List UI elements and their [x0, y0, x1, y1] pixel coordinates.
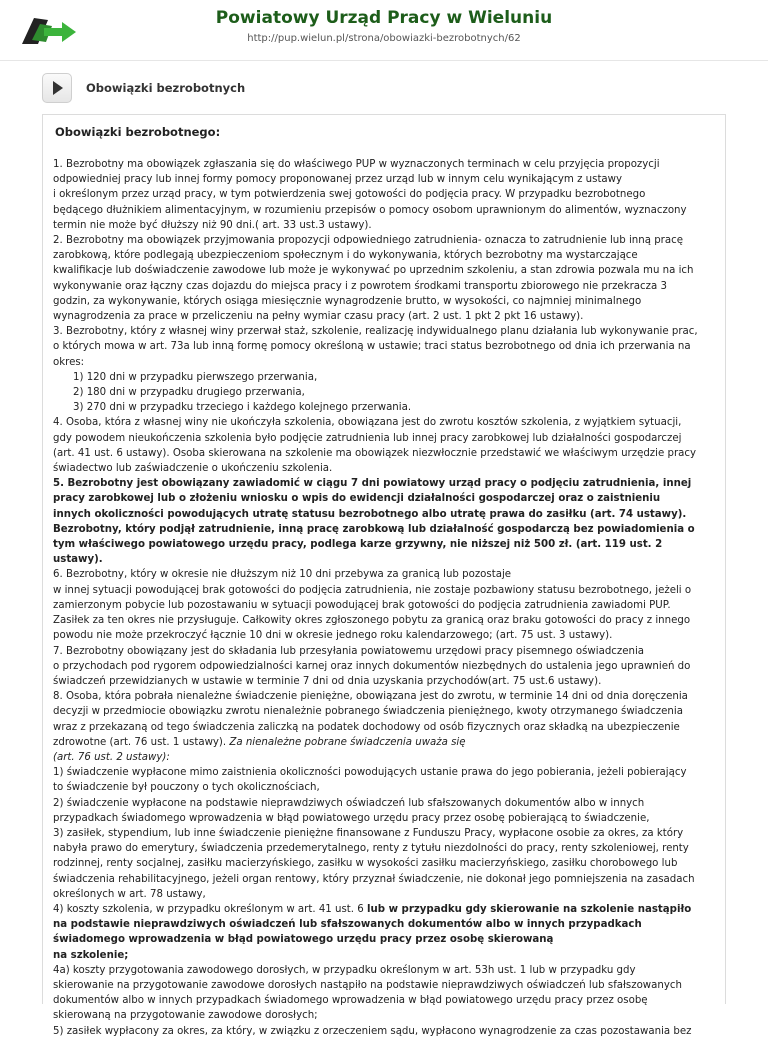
- article-line: godzin, za wykonywanie, których osiąga miesięcznie wynagrodzenie brutto, w wysokości, co najmniej minimalnego: [53, 295, 642, 307]
- article-line: 2. Bezrobotny ma obowiązek przyjmowania propozycji odpowiedniego zatrudnienia- oznacza to zatrudnienie lub inną pracę: [53, 235, 683, 247]
- article-line: pracy zarobkowej lub o złożeniu wniosku o wpis do ewidencji działalności gospodarczej oraz o zaistnieniu: [53, 493, 661, 505]
- article-line: 1) 120 dni w przypadku pierwszego przerwania,: [73, 371, 318, 383]
- article-line: wykonywanie oraz łączny czas dojazdu do miejsca pracy i z powrotem środkami transportu zbiorowego nie przekracza 3: [53, 280, 667, 292]
- article-line: 3) 270 dni w przypadku trzeciego i każdego kolejnego przerwania.: [73, 402, 412, 414]
- article-line: skierowanie na przygotowanie zawodowe dorosłych nastąpiło na podstawie nieprawdziwych oświadczeń lub sfałszowanych: [53, 979, 682, 991]
- article-line: świadczenia rehabilitacyjnego, jeżeli organ rentowy, który przyznał świadczenie, nie dokonał jego pomniejszenia na zasadach: [53, 873, 695, 885]
- article-line: o przychodach pod rygorem odpowiedzialności karnej oraz innych dokumentów niezbędnych do ustalenia jego uprawnień do: [53, 660, 691, 672]
- article-line: 1) świadczenie wypłacone mimo zaistnienia okoliczności powodujących ustanie prawa do jego pobierania, jeżeli pobierający: [53, 767, 687, 779]
- site-header: [0, 0, 768, 61]
- site-url: http://pup.wielun.pl/strona/obowiazki-bezrobotnych/62: [247, 33, 521, 44]
- article-line: 3) zasiłek, stypendium, lub inne świadczenie pieniężne finansowane z Funduszu Pracy, wypłacone osobie za okres, za który: [53, 827, 684, 839]
- page-title: Obowiązki bezrobotnych: [86, 81, 246, 95]
- article-line: 1. Bezrobotny ma obowiązek zgłaszania się do właściwego PUP w wyznaczonych terminach w celu przyjęcia propozycji: [53, 159, 660, 170]
- chevron-right-icon[interactable]: [42, 73, 72, 103]
- article-line: w innej sytuacji powodującej brak gotowości do podjęcia zatrudnienia, nie zostaje pozbawiony statusu bezrobotnego, jeżeli o: [53, 584, 692, 596]
- article-line: nabyła prawo do emerytury, świadczenia przedemerytalnego, renty z tytułu niezdolności do pracy, renty szkoleniowej, renty: [53, 843, 689, 855]
- article-line: decyzji w przedmiocie obowiązku zwrotu nienależnie pobranego świadczenia pieniężnego, kwoty otrzymanego świadczenia: [53, 706, 683, 718]
- article-line: 2) 180 dni w przypadku drugiego przerwania,: [73, 387, 305, 399]
- article-line: świadectwo lub zaświadczenie o ukończeniu szkolenia.: [53, 463, 333, 475]
- article-line: i określonym przez urząd pracy, w tym potwierdzenia swej gotowości do podjęcia pracy. W przypadku bezrobotnego: [53, 189, 646, 201]
- section-heading: Obowiązki bezrobotnego:: [55, 125, 221, 139]
- article-line: 5) zasiłek wypłacony za okres, za który, w związku z orzeczeniem sądu, wypłacono wynagrodzenie za czas pozostawania bez: [53, 1025, 692, 1037]
- article-line: to świadczenie był pouczony o tych okolicznościach,: [53, 782, 320, 794]
- site-title[interactable]: Powiatowy Urząd Pracy w Wieluniu: [215, 8, 553, 28]
- article-line: (art. 41 ust. 6 ustawy). Osoba skierowana na szkolenie ma obowiązek niezwłocznie przedstawić we właściwym urzędzie pracy: [53, 447, 697, 459]
- article-line: świadczeń przewidzianych w ustawie w terminie 7 dni od dnia uzyskania przychodów(art. 75 ust.6 ustawy).: [53, 675, 602, 687]
- article-line: zamierzonym pobycie lub pozostawaniu w sytuacji powodującej brak gotowości do podjęcia zatrudnienia zawiadomi PUP.: [53, 599, 671, 611]
- article-line: dokumentów albo w innych przypadkach świadomego wprowadzenia w błąd powiatowego urzędu pracy przez osobę: [53, 995, 648, 1007]
- article-line: 5. Bezrobotny jest obowiązany zawiadomić w ciągu 7 dni powiatowy urząd pracy o podjęciu zatrudnienia, innej: [53, 478, 692, 490]
- article-line: 4. Osoba, która z własnej winy nie ukończyła szkolenia, obowiązana jest do zwrotu kosztów szkolenia, z wyjątkiem sytuacji,: [53, 417, 682, 429]
- article-line: 4a) koszty przygotowania zawodowego dorosłych, w przypadku określonym w art. 53h ust. 1 lub w przypadku gdy: [53, 964, 636, 976]
- article-line: powodu nie może przekroczyć łącznie 10 dni w okresie jednego roku kalendarzowego; (art. 75 ust. 3 ustawy).: [53, 630, 613, 642]
- article-line: zarobkową, które podlegają ubezpieczeniom społecznym i do wykonywania, których bezrobotny ma wystarczające: [53, 250, 638, 262]
- article-line: gdy powodem nieukończenia szkolenia było podjęcie zatrudnienia lub innej pracy zarobkowej lub działalności gospodarczej: [53, 432, 682, 444]
- article-line: (art. 76 ust. 2 ustawy):: [53, 751, 170, 763]
- article-line: kwalifikacje lub doświadczenie zawodowe lub może je wykonywać po uprzednim szkoleniu, a stan zdrowia pozwala mu na ich: [53, 265, 694, 277]
- article-line: 3. Bezrobotny, który z własnej winy przerwał staż, szkolenie, realizację indywidualnego planu działania lub wykonywanie prac,: [53, 326, 698, 338]
- article-line: wraz z przekazaną od tego świadczenia zaliczką na podatek dochodowy od osób fizycznych oraz składką na ubezpieczenie: [53, 721, 680, 733]
- article-line: o których mowa w art. 73a lub inną formę pomocy określoną w ustawie; traci status bezrobotnego od dnia ich przerwania na: [53, 341, 691, 353]
- article-line: na szkolenie;: [53, 949, 129, 961]
- article-line: 4) koszty szkolenia, w przypadku określonym w art. 41 ust. 6 lub w przypadku gdy skierowanie na szkolenie nastąpiło: [53, 903, 692, 915]
- article-line: innych okoliczności powodujących utratę statusu bezrobotnego albo utratę prawa do zasiłku (art. 74 ustawy).: [53, 508, 687, 520]
- article-line: termin nie może być dłuższy niż 90 dni.( art. 33 ust.3 ustawy).: [53, 219, 372, 231]
- article-line: 7. Bezrobotny obowiązany jest do składania lub przesyłania powiatowemu urzędowi pracy pisemnego oświadczenia: [53, 645, 645, 657]
- article-line: przypadkach świadomego wprowadzenia w błąd powiatowego urzędu pracy przez osobę pobierającą to świadczenie,: [53, 812, 650, 824]
- article-line: ustawy).: [53, 554, 103, 566]
- article-line: Zasiłek za ten okres nie przysługuje. Całkowity okres zgłoszonego pobytu za granicą oraz braku gotowości do pracy z innego: [53, 615, 691, 627]
- content-panel: [42, 114, 726, 1037]
- article-line: wynagrodzenia za prace w przeliczeniu na pełny wymiar czasu pracy (art. 2 ust. 1 pkt 2 pkt 16 ustawy).: [53, 311, 584, 323]
- article-line: określonych w art. 78 ustawy,: [53, 888, 206, 900]
- article-line: 2) świadczenie wypłacone na podstawie nieprawdziwych oświadczeń lub sfałszowanych dokumentów albo w innych: [53, 797, 645, 809]
- article-line: 6. Bezrobotny, który w okresie nie dłuższym niż 10 dni przebywa za granicą lub pozostaje: [53, 569, 512, 581]
- article-line: świadomego wprowadzenia w błąd powiatowego urzędu pracy przez osobę skierowaną: [53, 934, 554, 946]
- article-line: 8. Osoba, która pobrała nienależne świadczenie pieniężne, obowiązana jest do zwrotu, w terminie 14 dni od dnia doręczenia: [53, 691, 688, 703]
- article-line: tym właściwego powiatowego urzędu pracy, podlega karze grzywny, nie niższej niż 500 zł. (art. 119 ust. 2: [53, 539, 663, 551]
- article-line: będącego dłużnikiem alimentacyjnym, w rozumieniu przepisów o pomocy osobom uprawnionym do alimentów, wyznaczony: [53, 204, 687, 216]
- article-line: na podstawie nieprawdziwych oświadczeń lub sfałszowanych dokumentów albo w innych przypadkach: [53, 919, 642, 931]
- article-body: [53, 157, 715, 1039]
- article-line: Bezrobotny, który podjął zatrudnienie, inną pracę zarobkową lub działalność gospodarczą bez powiadomienia o: [53, 523, 695, 535]
- article-line: okres:: [53, 356, 85, 368]
- article-line: zdrowotne (art. 76 ust. 1 ustawy). Za nienależne pobrane świadczenia uważa się: [53, 736, 466, 748]
- article-line: skierowaną na przygotowanie zawodowe dorosłych;: [53, 1010, 318, 1022]
- article-line: odpowiedniej pracy lub innej formy pomocy proponowanej przez urząd lub w innym celu wynikającym z ustawy: [53, 174, 623, 186]
- article-line: rodzinnej, renty socjalnej, zasiłku macierzyńskiego, zasiłku w wysokości zasiłku macierzyńskiego, zasiłku chorobowego lub: [53, 858, 678, 870]
